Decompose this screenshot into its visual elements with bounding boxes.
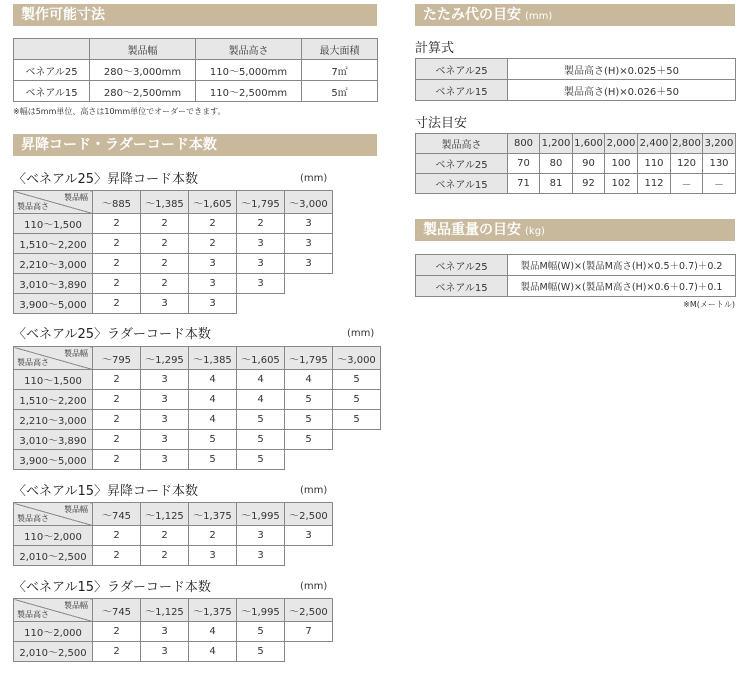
size-title: 寸法目安 [415, 116, 468, 131]
diagonal-header-cell [14, 599, 93, 622]
cord-count: 2 [93, 274, 141, 294]
fold-value: 80 [540, 154, 573, 174]
cord-count: 2 [141, 254, 189, 274]
height-row-header: 110～1,500 [14, 370, 93, 390]
empty-cell [333, 430, 381, 450]
diagonal-header-cell [14, 191, 93, 214]
cord-count: 5 [333, 390, 381, 410]
section-title: 製作可能寸法 [21, 7, 105, 23]
fold-size-table [415, 133, 736, 194]
empty-cell [285, 546, 333, 566]
table-row [14, 254, 333, 274]
section-bar-cords [13, 134, 377, 156]
table-unit: (mm) [300, 485, 328, 496]
section-title: たたみ代の目安 [423, 7, 521, 23]
empty-cell [237, 294, 285, 314]
width-column-header: ～1,995 [237, 503, 285, 526]
cord-count: 2 [93, 214, 141, 234]
calc-title: 計算式 [415, 41, 455, 56]
table-row [14, 450, 381, 470]
table-row [416, 154, 736, 174]
height-row-header: 3,010～3,890 [14, 430, 93, 450]
fold-value: 71 [508, 174, 540, 194]
cord-count: 4 [189, 622, 237, 642]
height-row-header: 3,900～5,000 [14, 294, 93, 314]
corner-cell [14, 39, 90, 60]
table-unit: (mm) [300, 581, 328, 592]
diag-width-label: 製品幅 [64, 193, 88, 202]
cord-count: 2 [189, 234, 237, 254]
height-row-header: 1,510～2,200 [14, 390, 93, 410]
size-head: 1,600 [573, 134, 605, 154]
header-width: 製品幅 [90, 39, 196, 60]
sizes-note: ※幅は5mm単位、高さは10mm単位でオーダーできます。 [13, 107, 226, 116]
cord-count: 2 [141, 214, 189, 234]
header-row [14, 191, 333, 214]
cord-count: 3 [141, 410, 189, 430]
cord-count: 2 [189, 526, 237, 546]
diagonal-header-cell [14, 347, 93, 370]
cord-count: 2 [93, 450, 141, 470]
height-row-header: 2,210～3,000 [14, 254, 93, 274]
cord-count: 3 [189, 546, 237, 566]
size-head: 2,400 [638, 134, 671, 154]
diag-width-label: 製品幅 [64, 505, 88, 514]
fold-value: 130 [703, 154, 736, 174]
cord-count: 3 [237, 254, 285, 274]
cord-count: 3 [141, 622, 189, 642]
size-head: 2,800 [671, 134, 703, 154]
width-column-header: ～1,125 [141, 503, 189, 526]
cord-count: 3 [189, 294, 237, 314]
cord-count: 4 [285, 370, 333, 390]
cord-count: 5 [237, 622, 285, 642]
size-head: 製品高さ [416, 134, 508, 154]
cord-count: 2 [93, 234, 141, 254]
width-column-header: ～1,375 [189, 503, 237, 526]
cord-count: 3 [285, 526, 333, 546]
cord-count: 4 [237, 370, 285, 390]
empty-cell [333, 450, 381, 470]
cord-count: 3 [141, 642, 189, 662]
width-column-header: ～3,000 [333, 347, 381, 370]
cord-count: 2 [93, 546, 141, 566]
max-area: 5㎡ [302, 81, 378, 102]
cord-count: 3 [189, 274, 237, 294]
cord-count: 3 [141, 450, 189, 470]
header-row [14, 503, 333, 526]
cord-count: 2 [93, 410, 141, 430]
table-unit: (mm) [347, 328, 375, 339]
weight-formula: 製品M幅(W)×(製品M高さ(H)×0.5＋0.7)＋0.2 [508, 255, 736, 276]
cord-count: 3 [237, 526, 285, 546]
height-row-header: 3,900～5,000 [14, 450, 93, 470]
width-column-header: ～2,500 [285, 503, 333, 526]
cord-count: 3 [237, 546, 285, 566]
table-title: 〈ベネアル15〉ラダーコード本数 [13, 580, 211, 595]
fold-value: 70 [508, 154, 540, 174]
width-range: 280～3,000mm [90, 60, 196, 81]
table-row [14, 294, 333, 314]
product-name: ベネアル25 [416, 255, 508, 276]
cord-count: 2 [141, 234, 189, 254]
table-unit: (mm) [300, 173, 328, 184]
cord-count: 4 [189, 390, 237, 410]
cord-count: 5 [189, 450, 237, 470]
cord-count: 5 [333, 370, 381, 390]
width-column-header: ～1,795 [285, 347, 333, 370]
cord-count: 3 [141, 430, 189, 450]
sizes-table [13, 38, 378, 102]
fold-value: 92 [573, 174, 605, 194]
fold-value: 90 [573, 154, 605, 174]
table-row [14, 274, 333, 294]
cord-table [13, 346, 381, 470]
cord-count: 3 [237, 274, 285, 294]
table-row [14, 430, 381, 450]
fold-value: 102 [605, 174, 638, 194]
cord-table [13, 190, 333, 314]
width-column-header: ～1,605 [237, 347, 285, 370]
cord-table [13, 598, 333, 662]
height-row-header: 110～2,000 [14, 622, 93, 642]
cord-count: 5 [333, 410, 381, 430]
cord-count: 2 [93, 430, 141, 450]
cord-count: 3 [141, 390, 189, 410]
cord-count: 3 [285, 234, 333, 254]
empty-cell [285, 294, 333, 314]
height-row-header: 3,010～3,890 [14, 274, 93, 294]
cord-count: 3 [189, 254, 237, 274]
cord-count: 3 [141, 294, 189, 314]
section-bar-fold [415, 4, 735, 26]
weight-formula: 製品M幅(W)×(製品M高さ(H)×0.6＋0.7)＋0.1 [508, 276, 736, 297]
empty-cell [285, 642, 333, 662]
table-title: 〈ベネアル25〉ラダーコード本数 [13, 327, 211, 342]
cord-count: 5 [285, 430, 333, 450]
height-row-header: 2,010～2,500 [14, 642, 93, 662]
cord-count: 4 [189, 410, 237, 430]
diag-height-label: 製品高さ [17, 514, 49, 523]
cord-count: 3 [237, 234, 285, 254]
cord-count: 2 [189, 214, 237, 234]
fold-value: － [703, 174, 736, 194]
cord-count: 2 [93, 642, 141, 662]
width-column-header: ～1,385 [189, 347, 237, 370]
max-area: 7㎡ [302, 60, 378, 81]
cord-count: 5 [285, 390, 333, 410]
formula-table [415, 58, 736, 101]
weight-note: ※M(メートル) [683, 300, 735, 309]
width-column-header: ～1,295 [141, 347, 189, 370]
fold-value: 112 [638, 174, 671, 194]
cord-count: 5 [285, 410, 333, 430]
size-head: 800 [508, 134, 540, 154]
table-row [14, 214, 333, 234]
cord-count: 2 [141, 274, 189, 294]
width-column-header: ～795 [93, 347, 141, 370]
cord-count: 2 [93, 526, 141, 546]
weight-table [415, 254, 736, 297]
width-column-header: ～885 [93, 191, 141, 214]
product-name: ベネアル15 [416, 174, 508, 194]
table-row [14, 234, 333, 254]
diag-height-label: 製品高さ [17, 358, 49, 367]
cord-count: 2 [93, 294, 141, 314]
width-column-header: ～1,795 [237, 191, 285, 214]
width-column-header: ～1,995 [237, 599, 285, 622]
height-range: 110～2,500mm [196, 81, 302, 102]
cord-count: 5 [237, 642, 285, 662]
height-row-header: 2,210～3,000 [14, 410, 93, 430]
fold-value: 100 [605, 154, 638, 174]
cord-count: 3 [285, 254, 333, 274]
formula: 製品高さ(H)×0.025＋50 [508, 59, 736, 80]
cord-count: 5 [237, 430, 285, 450]
table-row [14, 546, 333, 566]
section-title: 製品重量の目安 [423, 222, 521, 238]
cord-count: 4 [189, 370, 237, 390]
formula: 製品高さ(H)×0.026＋50 [508, 80, 736, 101]
cord-count: 2 [93, 370, 141, 390]
cord-count: 3 [141, 370, 189, 390]
width-column-header: ～745 [93, 599, 141, 622]
cord-count: 7 [285, 622, 333, 642]
table-row [14, 642, 333, 662]
cord-count: 2 [93, 622, 141, 642]
height-row-header: 2,010～2,500 [14, 546, 93, 566]
width-column-header: ～1,605 [189, 191, 237, 214]
size-head-row [416, 134, 736, 154]
table-row [14, 390, 381, 410]
header-row [14, 347, 381, 370]
table-row [14, 370, 381, 390]
cord-count: 5 [237, 410, 285, 430]
product-name: ベネアル25 [416, 154, 508, 174]
size-head: 1,200 [540, 134, 573, 154]
cord-count: 3 [285, 214, 333, 234]
cord-count: 2 [93, 390, 141, 410]
table-row [14, 622, 333, 642]
header-max-area: 最大面積 [302, 39, 378, 60]
width-column-header: ～1,125 [141, 599, 189, 622]
fold-value: 81 [540, 174, 573, 194]
size-head: 3,200 [703, 134, 736, 154]
product-name: ベネアル15 [416, 80, 508, 101]
empty-cell [285, 274, 333, 294]
height-row-header: 110～2,000 [14, 526, 93, 546]
height-row-header: 110～1,500 [14, 214, 93, 234]
width-column-header: ～2,500 [285, 599, 333, 622]
diag-height-label: 製品高さ [17, 610, 49, 619]
table-title: 〈ベネアル25〉昇降コード本数 [13, 172, 199, 187]
empty-cell [285, 450, 333, 470]
table-row [14, 526, 333, 546]
section-title: 昇降コード・ラダーコード本数 [21, 137, 217, 153]
table-row [14, 410, 381, 430]
section-unit: (kg) [525, 226, 545, 237]
section-bar-sizes [13, 4, 377, 26]
width-column-header: ～1,375 [189, 599, 237, 622]
header-height: 製品高さ [196, 39, 302, 60]
header-row [14, 599, 333, 622]
size-head: 2,000 [605, 134, 638, 154]
height-range: 110～5,000mm [196, 60, 302, 81]
product-name: ベネアル25 [416, 59, 508, 80]
diagonal-header-cell [14, 503, 93, 526]
cord-count: 5 [189, 430, 237, 450]
fold-value: 110 [638, 154, 671, 174]
section-bar-weight [415, 219, 735, 241]
diag-width-label: 製品幅 [64, 601, 88, 610]
cord-count: 2 [141, 526, 189, 546]
cord-count: 5 [237, 450, 285, 470]
product-name: ベネアル15 [14, 81, 90, 102]
cord-count: 4 [189, 642, 237, 662]
cord-table [13, 502, 333, 566]
fold-value: 120 [671, 154, 703, 174]
cord-count: 4 [237, 390, 285, 410]
product-name: ベネアル25 [14, 60, 90, 81]
table-title: 〈ベネアル15〉昇降コード本数 [13, 484, 199, 499]
table-row [416, 174, 736, 194]
width-column-header: ～3,000 [285, 191, 333, 214]
diag-width-label: 製品幅 [64, 349, 88, 358]
fold-value: － [671, 174, 703, 194]
height-row-header: 1,510～2,200 [14, 234, 93, 254]
section-unit: (mm) [525, 11, 553, 22]
width-column-header: ～1,385 [141, 191, 189, 214]
cord-count: 2 [237, 214, 285, 234]
cord-count: 2 [93, 254, 141, 274]
width-column-header: ～745 [93, 503, 141, 526]
cord-count: 2 [141, 546, 189, 566]
product-name: ベネアル15 [416, 276, 508, 297]
width-range: 280～2,500mm [90, 81, 196, 102]
diag-height-label: 製品高さ [17, 202, 49, 211]
